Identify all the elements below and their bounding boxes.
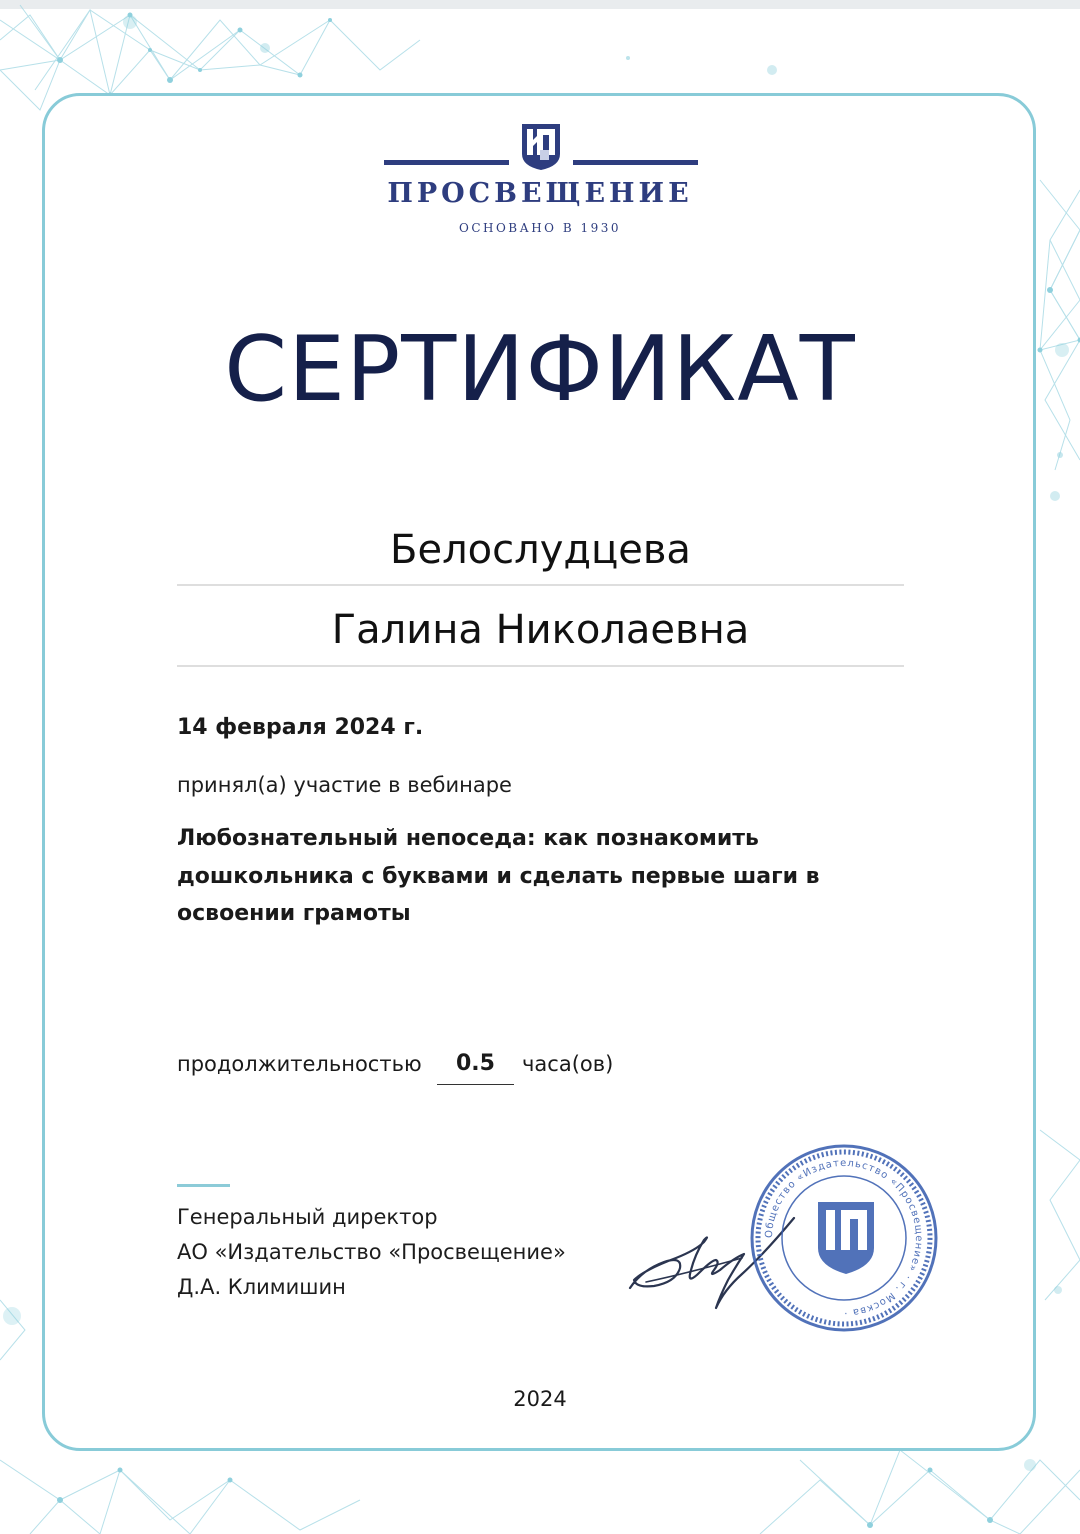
footer-year: 2024 [513, 1387, 567, 1411]
name-divider [177, 584, 904, 586]
signer-name: Д.А. Климишин [177, 1275, 346, 1299]
logo-subtitle: ОСНОВАНО В 1930 [458, 221, 622, 235]
duration-label: продолжительностью [177, 1052, 422, 1076]
recipient-surname: Белослудцева [390, 527, 691, 573]
signer-organization: АО «Издательство «Просвещение» [177, 1240, 566, 1264]
logo-name: ПРОСВЕЩЕНИЕ [387, 178, 693, 209]
certificate-title: СЕРТИФИКАТ [224, 317, 856, 422]
duration-unit: часа(ов) [522, 1052, 614, 1076]
recipient-given-names: Галина Николаевна [331, 607, 750, 653]
duration-row [177, 1052, 777, 1088]
name-divider [177, 665, 904, 667]
signer-accent-line [177, 1184, 230, 1187]
event-date: 14 февраля 2024 г. [177, 715, 424, 740]
company-seal-icon [748, 1142, 940, 1334]
signer-position: Генеральный директор [177, 1205, 438, 1229]
participation-text: принял(а) участие в вебинаре [177, 773, 512, 797]
prosveshchenie-logo-icon [384, 120, 698, 172]
webinar-title: Любознательный непоседа: как познакомить дошкольника с буквами и сделать первые шаги в освоении грамоты [177, 826, 820, 926]
seal-text: Общество «Издательство «Просвещение» · г. Москва · [763, 1157, 925, 1319]
duration-value: 0.5 [437, 1051, 514, 1085]
